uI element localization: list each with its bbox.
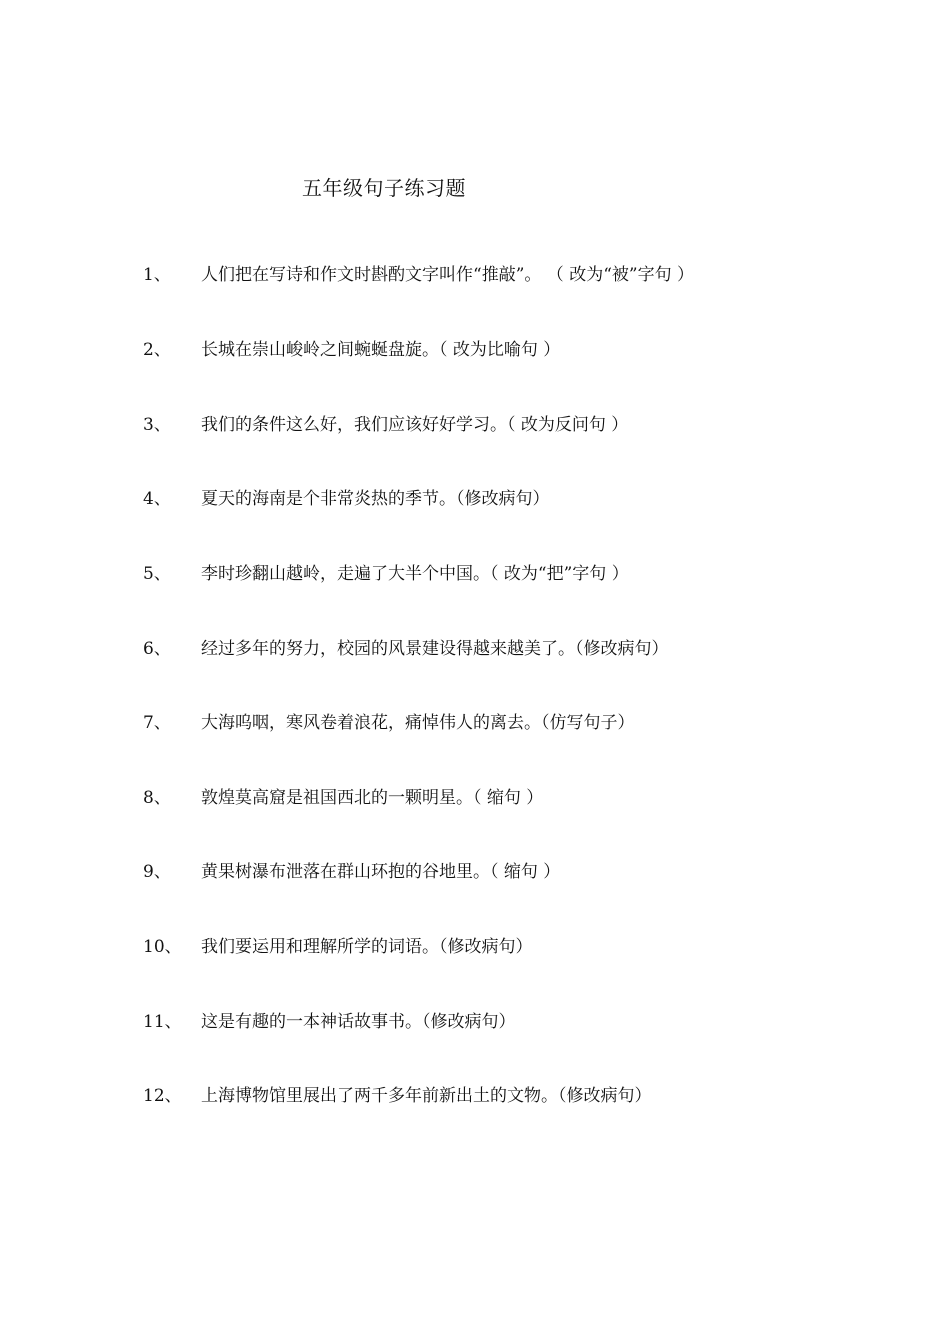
question-item <box>0 260 950 290</box>
question-item <box>0 634 950 664</box>
document-title: 五年级句子练习题 <box>302 176 466 200</box>
question-item <box>0 932 950 962</box>
question-item <box>0 484 950 514</box>
question-text: 这是有趣的一本神话故事书。（修改病句） <box>201 1012 516 1032</box>
question-text: 经过多年的努力，校园的风景建设得越来越美了。（修改病句） <box>201 639 669 659</box>
question-text: 我们要运用和理解所学的词语。（修改病句） <box>201 937 533 957</box>
question-text: 上海博物馆里展出了两千多年前新出土的文物。（修改病句） <box>201 1086 652 1106</box>
question-number: 5、 <box>143 564 171 584</box>
question-number: 9、 <box>143 862 171 882</box>
question-number: 11、 <box>143 1012 182 1032</box>
question-item <box>0 335 950 365</box>
question-item <box>0 559 950 589</box>
question-number: 8、 <box>143 788 171 808</box>
question-item <box>0 1007 950 1037</box>
question-number: 10、 <box>143 937 182 957</box>
question-number: 2、 <box>143 340 171 360</box>
question-text: 我们的条件这么好，我们应该好好学习。（ 改为反问句 ） <box>201 415 629 435</box>
question-item <box>0 410 950 440</box>
question-text: 黄果树瀑布泄落在群山环抱的谷地里。（ 缩句 ） <box>201 862 561 882</box>
question-number: 4、 <box>143 489 171 509</box>
question-item <box>0 783 950 813</box>
question-text: 夏天的海南是个非常炎热的季节。（修改病句） <box>201 489 550 509</box>
question-text: 人们把在写诗和作文时斟酌文字叫作“推敲”。 （ 改为“被”字句 ） <box>201 265 694 285</box>
question-number: 3、 <box>143 415 171 435</box>
question-text: 敦煌莫高窟是祖国西北的一颗明星。（ 缩句 ） <box>201 788 544 808</box>
question-text: 长城在崇山峻岭之间蜿蜒盘旋。（ 改为比喻句 ） <box>201 340 561 360</box>
question-item <box>0 1081 950 1111</box>
question-item <box>0 708 950 738</box>
question-item <box>0 857 950 887</box>
question-number: 6、 <box>143 639 171 659</box>
question-number: 1、 <box>143 265 171 285</box>
question-number: 12、 <box>143 1086 182 1106</box>
question-number: 7、 <box>143 713 171 733</box>
question-text: 李时珍翻山越岭，走遍了大半个中国。（ 改为“把”字句 ） <box>201 564 629 584</box>
question-text: 大海呜咽，寒风卷着浪花，痛悼伟人的离去。（仿写句子） <box>201 713 635 733</box>
